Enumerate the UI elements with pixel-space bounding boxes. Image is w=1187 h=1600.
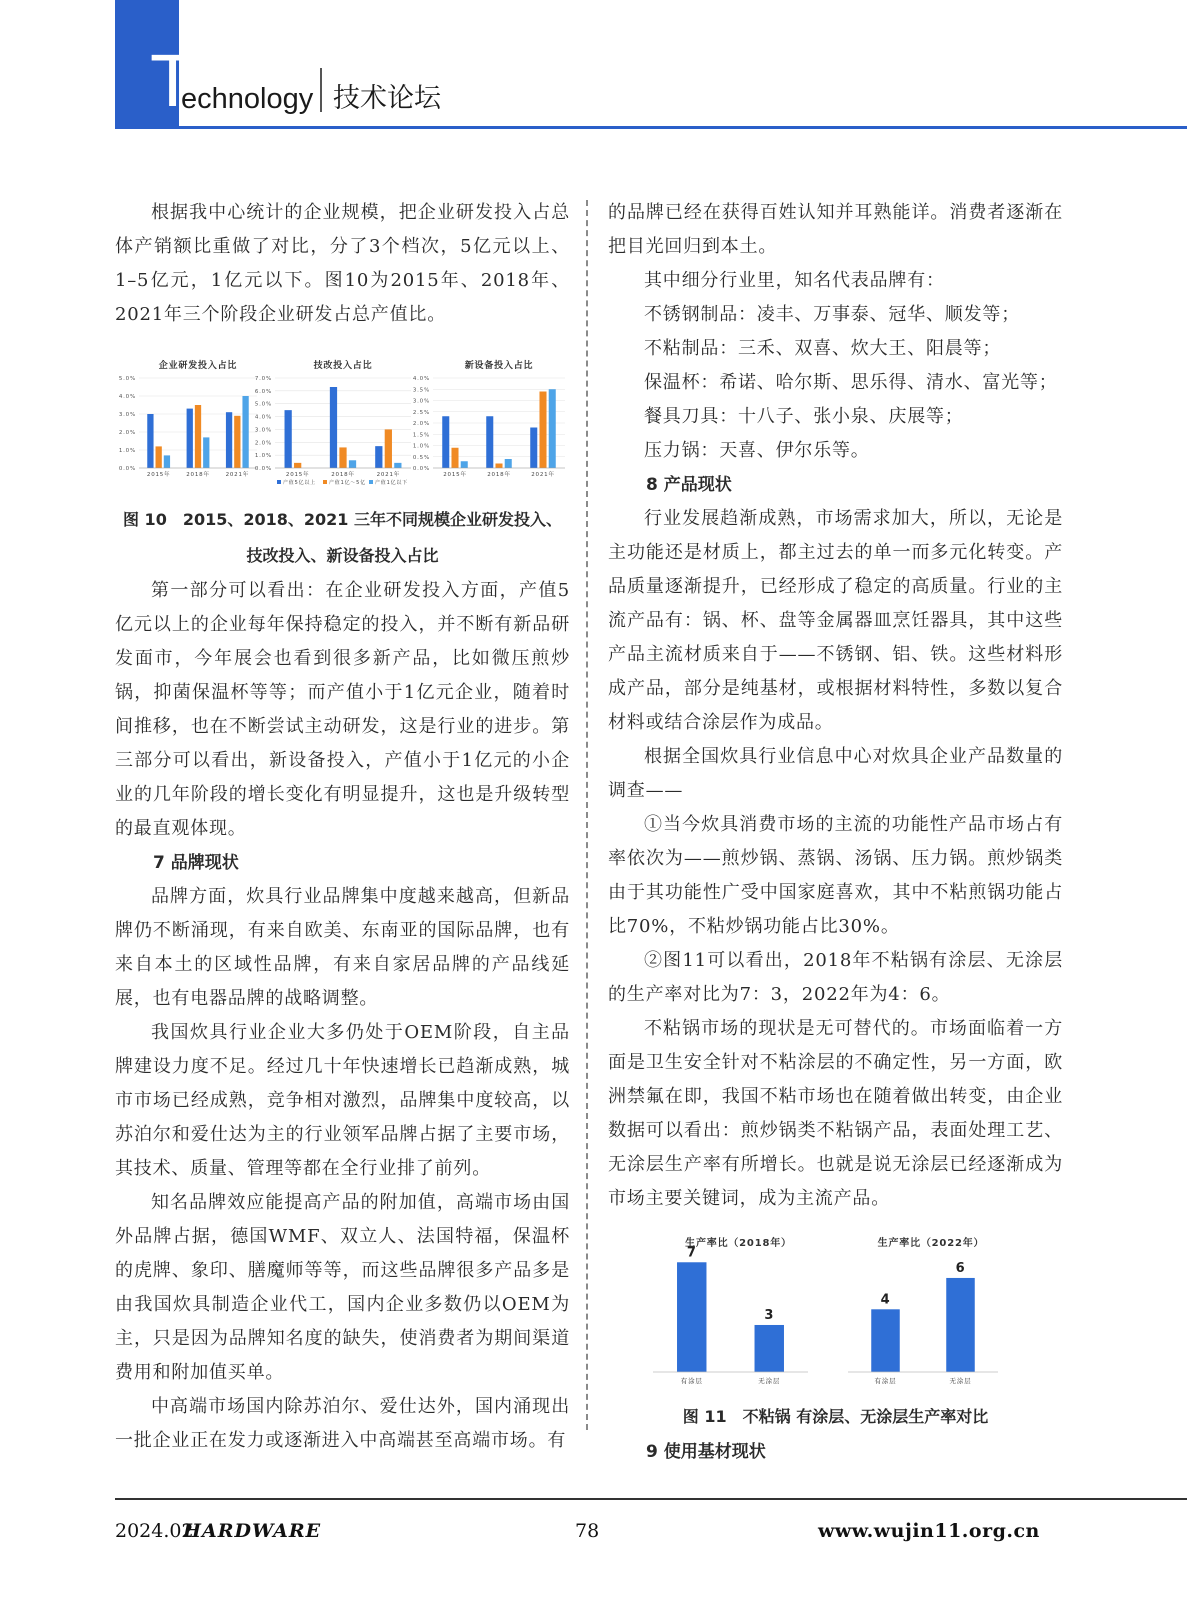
bar bbox=[147, 414, 153, 468]
y-tick-label: 1.0% bbox=[254, 453, 272, 460]
bar bbox=[549, 389, 556, 468]
legend-label: 产值5亿以上 bbox=[283, 480, 316, 486]
y-tick-label: 4.0% bbox=[118, 394, 136, 400]
y-tick-label: 2.0% bbox=[412, 421, 430, 427]
figure-10-caption-line-1: 图 10 2015、2018、2021 三年不同规模企业研发投入、 bbox=[122, 510, 562, 529]
left-column bbox=[115, 196, 570, 1458]
y-tick-label: 7.0% bbox=[254, 376, 272, 382]
y-tick-label: 0.0% bbox=[412, 466, 430, 472]
figure-10-caption-line-2: 技改投入、新设备投入占比 bbox=[246, 546, 439, 565]
bar bbox=[461, 461, 468, 468]
bar bbox=[385, 429, 392, 468]
brand-list-item: 不粘制品：三禾、双喜、炊大王、阳晨等； bbox=[644, 338, 1002, 359]
header-initial-letter: T bbox=[150, 39, 196, 122]
bar bbox=[349, 460, 356, 468]
chart-title: 生产率比（2018年） bbox=[685, 1238, 792, 1249]
legend-swatch bbox=[369, 480, 373, 484]
website-url: www.wujin11.org.cn bbox=[818, 1520, 1040, 1542]
brand-list-item: 保温杯：希诺、哈尔斯、思乐得、清水、富光等； bbox=[644, 372, 1058, 393]
y-tick-label: 2.0% bbox=[118, 430, 136, 436]
y-tick-label: 5.0% bbox=[254, 401, 272, 408]
bar bbox=[294, 463, 301, 468]
right-column bbox=[608, 196, 1063, 1469]
column-divider bbox=[586, 200, 588, 1430]
figure-10 bbox=[115, 358, 570, 494]
bar bbox=[442, 416, 449, 468]
bar bbox=[677, 1262, 706, 1372]
header-rule bbox=[115, 126, 1187, 129]
header-word: echnology bbox=[181, 83, 314, 115]
x-tick-label: 2018年 bbox=[186, 472, 210, 478]
bar bbox=[330, 387, 337, 468]
paragraph: 中高端市场国内除苏泊尔、爱仕达外，国内涌现出一批企业正在发力或逐渐进入中高端甚至高端市场。有 bbox=[115, 1396, 570, 1451]
bar bbox=[156, 446, 162, 468]
y-tick-label: 4.0% bbox=[412, 376, 430, 382]
section-heading-8: 8 产品现状 bbox=[646, 475, 732, 495]
y-tick-label: 1.0% bbox=[118, 448, 136, 454]
y-tick-label: 5.0% bbox=[118, 376, 136, 382]
chart-title: 技改投入占比 bbox=[313, 361, 373, 371]
y-tick-label: 3.5% bbox=[412, 387, 430, 394]
data-label: 3 bbox=[764, 1307, 775, 1323]
header-separator bbox=[320, 68, 322, 112]
bar bbox=[339, 447, 346, 468]
issue-date: 2024.02 bbox=[115, 1520, 194, 1542]
paragraph: 第一部分可以看出：在企业研发投入方面，产值5亿元以上的企业每年保持稳定的投入，并不断有新品研发面市，今年展会也看到很多新产品，比如微压煎炒锅，抑菌保温杯等等；而产值小于1亿元企业，随着时间推移，也在不断尝试主动研发，这是行业的进步。第三部分可以看出，新设备投入，产值小于1亿元的小企业的几年阶段的增长变化有明显提升，这也是升级转型的最直观体现。 bbox=[115, 580, 570, 839]
bar bbox=[242, 396, 248, 468]
y-tick-label: 0.0% bbox=[254, 466, 272, 472]
page-number: 78 bbox=[575, 1520, 600, 1542]
data-label: 7 bbox=[686, 1245, 697, 1261]
bar bbox=[187, 409, 193, 468]
y-tick-label: 1.5% bbox=[412, 432, 430, 439]
paragraph: 其中细分行业里，知名代表品牌有： bbox=[644, 270, 945, 291]
x-tick-label: 2018年 bbox=[331, 472, 355, 478]
y-tick-label: 0.0% bbox=[118, 466, 136, 472]
bar bbox=[226, 412, 232, 468]
legend-swatch bbox=[323, 480, 327, 484]
y-tick-label: 1.0% bbox=[412, 443, 430, 450]
chart-title: 生产率比（2022年） bbox=[877, 1238, 985, 1249]
y-tick-label: 2.0% bbox=[254, 440, 272, 447]
x-tick-label: 有涂层 bbox=[874, 1377, 897, 1385]
data-label: 4 bbox=[880, 1292, 891, 1308]
bar bbox=[871, 1309, 900, 1372]
bar bbox=[164, 455, 170, 468]
paragraph: 我国炊具行业企业大多仍处于OEM阶段，自主品牌建设力度不足。经过几十年快速增长已趋渐成熟，城市市场已经成熟，竞争相对激烈，品牌集中度较高，以苏泊尔和爱仕达为主的行业领军品牌占据了主要市场，其技术、质量、管理等都在全行业排了前列。 bbox=[115, 1022, 570, 1179]
bar bbox=[755, 1325, 784, 1372]
paragraph: ②图11可以看出，2018年不粘锅有涂层、无涂层的生产率对比为7：3，2022年为4：6。 bbox=[608, 950, 1063, 1005]
footer-rule bbox=[115, 1498, 1187, 1500]
y-tick-label: 3.0% bbox=[118, 412, 136, 418]
figure-11-charts bbox=[608, 1230, 1063, 1395]
bar bbox=[285, 410, 292, 468]
x-tick-label: 2021年 bbox=[531, 472, 555, 478]
bar bbox=[495, 464, 502, 469]
paragraph: 的品牌已经在获得百姓认知并耳熟能详。消费者逐渐在把目光回归到本土。 bbox=[608, 202, 1063, 257]
brand-list-item: 不锈钢制品：凌丰、万事泰、冠华、顺发等； bbox=[644, 304, 1020, 325]
x-tick-label: 2018年 bbox=[487, 472, 511, 478]
figure-10-charts bbox=[115, 358, 570, 494]
paragraph: 品牌方面，炊具行业品牌集中度越来越高，但新品牌仍不断涌现，有来自欧美、东南亚的国际品牌，也有来自本土的区域性品牌，有来自家居品牌的产品线延展，也有电器品牌的战略调整。 bbox=[115, 886, 570, 1009]
bar bbox=[451, 448, 458, 468]
paragraph: 根据全国炊具行业信息中心对炊具企业产品数量的调查—— bbox=[608, 746, 1063, 801]
bar bbox=[234, 416, 240, 468]
bar bbox=[539, 392, 546, 469]
data-label: 6 bbox=[955, 1260, 966, 1276]
x-tick-label: 2015年 bbox=[146, 472, 171, 478]
paragraph: 根据我中心统计的企业规模，把企业研发投入占总体产销额比重做了对比，分了3个档次，5亿元以上、1–5亿元，1亿元以下。图10为2015年、2018年、2021年三个阶段企业研发占总产值比。 bbox=[115, 202, 570, 325]
column-title: 技术论坛 bbox=[333, 83, 441, 114]
figure-11 bbox=[608, 1230, 1063, 1395]
bar bbox=[195, 405, 201, 468]
x-tick-label: 无涂层 bbox=[758, 1377, 781, 1385]
x-tick-label: 2021年 bbox=[225, 472, 250, 478]
paragraph: ①当今炊具消费市场的主流的功能性产品市场占有率依次为——煎炒锅、蒸锅、汤锅、压力锅。煎炒锅类由于其功能性广受中国家庭喜欢，其中不粘煎锅功能占比70%，不粘炒锅功能占比30%。 bbox=[608, 814, 1063, 937]
x-tick-label: 有涂层 bbox=[680, 1377, 703, 1385]
legend-label: 产值1亿以下 bbox=[375, 480, 408, 486]
paragraph: 不粘锅市场的现状是无可替代的。市场面临着一方面是卫生安全针对不粘涂层的不确定性，另一方面，欧洲禁氟在即，我国不粘市场也在随着做出转变，由企业数据可以看出：煎炒锅类不粘锅产品，表面处理工艺、无涂层生产率有所增长。也就是说无涂层已经逐渐成为市场主要关键词，成为主流产品。 bbox=[608, 1018, 1063, 1209]
bar bbox=[486, 416, 493, 468]
x-tick-label: 2015年 bbox=[443, 472, 467, 478]
figure-11-caption: 图 11 不粘锅 有涂层、无涂层生产率对比 bbox=[682, 1407, 989, 1426]
legend-label: 产值1亿～5亿 bbox=[329, 480, 366, 486]
y-tick-label: 2.5% bbox=[412, 409, 430, 416]
x-tick-label: 无涂层 bbox=[949, 1377, 972, 1385]
x-tick-label: 2021年 bbox=[376, 472, 401, 478]
bar bbox=[946, 1278, 975, 1372]
bar bbox=[505, 459, 512, 468]
y-tick-label: 0.5% bbox=[412, 454, 430, 461]
bar bbox=[394, 463, 401, 468]
bar bbox=[530, 428, 537, 469]
y-tick-label: 3.0% bbox=[412, 398, 430, 405]
x-tick-label: 2015年 bbox=[285, 472, 310, 478]
brand-list-item: 餐具刀具：十八子、张小泉、庆展等； bbox=[644, 406, 964, 427]
section-heading-7: 7 品牌现状 bbox=[153, 853, 239, 873]
legend-swatch bbox=[277, 480, 281, 484]
y-tick-label: 3.0% bbox=[254, 427, 272, 434]
brand-list-item: 压力锅：天喜、伊尔乐等。 bbox=[644, 440, 870, 461]
chart-title: 新设备投入占比 bbox=[464, 361, 534, 371]
section-heading-9: 9 使用基材现状 bbox=[646, 1442, 766, 1462]
paragraph: 知名品牌效应能提高产品的附加值，高端市场由国外品牌占据，德国WMF、双立人、法国特福，保温杯的虎牌、象印、膳魔师等等，而这些品牌很多产品多是由我国炊具制造企业代工，国内企业多数仍以OEM为主，只是因为品牌知名度的缺失，使消费者为期间渠道费用和附加值买单。 bbox=[115, 1192, 570, 1383]
magazine-name: HARDWARE bbox=[183, 1520, 322, 1542]
chart-title: 企业研发投入占比 bbox=[158, 361, 238, 371]
paragraph: 行业发展趋渐成熟，市场需求加大，所以，无论是主功能还是材质上，都主过去的单一而多元化转变。产品质量逐渐提升，已经形成了稳定的高质量。行业的主流产品有：锅、杯、盘等金属器皿烹饪器具，其中这些产品主流材质来自于——不锈钢、铝、铁。这些材料形成产品，部分是纯基材，或根据材料特性，多数以复合材料或结合涂层作为成品。 bbox=[608, 508, 1063, 733]
bar bbox=[203, 437, 209, 468]
y-tick-label: 4.0% bbox=[254, 414, 272, 421]
y-tick-label: 6.0% bbox=[254, 388, 272, 395]
bar bbox=[375, 446, 382, 468]
